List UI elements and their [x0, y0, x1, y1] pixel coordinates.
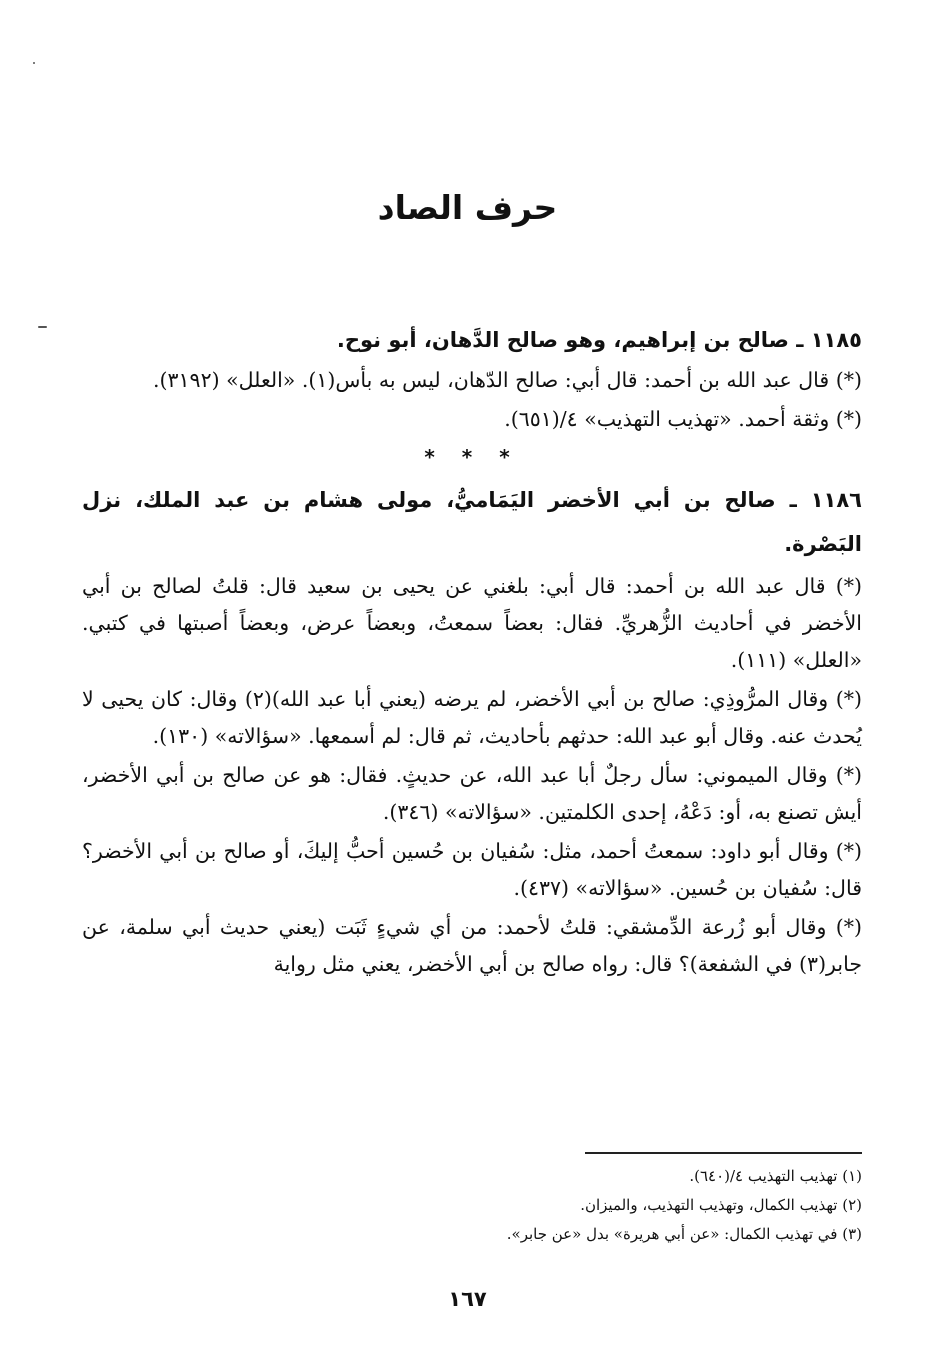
- page-number: ١٦٧: [448, 1287, 487, 1311]
- main-text: [82, 320, 862, 985]
- footnote-divider: [585, 1152, 862, 1154]
- entry-paragraph: (*) وقال أبو داود: سمعتُ أحمد، مثل: سُفيان بن حُسين أحبُّ إليكَ، أو صالح بن أبي الأخضر؟ قال: سُفيان بن حُسين. «سؤالاته» (٤٣٧).: [82, 839, 862, 900]
- entry-paragraph: (*) قال عبد الله بن أحمد: قال أبي: بلغني عن يحيى بن سعيد قال: قلتُ لصالح بن أبي الأخضر في أحاديث الزُّهريِّ. فقال: بعضاً سمعتُ، وبعضاً عرض، وبعضاً أصبتها في كتبي. «العلل» (١١١).: [82, 574, 862, 672]
- footnotes: [82, 1162, 862, 1249]
- entry-paragraph: (*) وقال أبو زُرعة الدِّمشقي: قلتُ لأحمد: من أي شيءٍ ثَبَت (يعني حديث أبي سلمة، عن جابر(٣) في الشفعة)؟ قال: رواه صالح بن أبي الأخضر، يعني مثل رواية: [82, 915, 862, 976]
- entry-paragraph: (*) وقال المرُّوذِي: صالح بن أبي الأخضر، لم يرضه (يعني أبا عبد الله)(٢) وقال: كان يحيى لا يُحدث عنه. وقال أبو عبد الله: حدثهم بأحاديث، ثم قال: لم أسمعها. «سؤالاته» (١٣٠).: [82, 687, 862, 748]
- footnote: (٣) في تهذيب الكمال: «عن أبي هريرة» بدل «عن جابر».: [506, 1225, 862, 1243]
- scan-speck: [38, 326, 47, 328]
- entry-heading: ١١٨٥ ـ صالح بن إبراهيم، وهو صالح الدَّهان، أبو نوح.: [336, 328, 862, 352]
- entry-heading: ١١٨٦ ـ صالح بن أبي الأخضر اليَمَاميُّ، مولى هشام بن عبد الملك، نزل البَصْرة.: [82, 488, 862, 556]
- section-separator: * * *: [424, 445, 520, 469]
- chapter-title: حرف الصاد: [377, 188, 558, 227]
- entry-paragraph: (*) وثقة أحمد. «تهذيب التهذيب» ٤/(٦٥١).: [504, 407, 862, 431]
- entry-paragraph: (*) وقال الميموني: سأل رجلٌ أبا عبد الله، عن حديثٍ. فقال: هو عن صالح بن أبي الأخضر، أيش تصنع به، أو: دَعْهُ، إحدى الكلمتين. «سؤالاته» (٣٤٦).: [82, 763, 862, 824]
- footnote: (٢) تهذيب الكمال، وتهذيب التهذيب، والميزان.: [580, 1196, 862, 1214]
- entry-paragraph: (*) قال عبد الله بن أحمد: قال أبي: صالح الدّهان، ليس به بأس(١). «العلل» (٣١٩٢).: [153, 368, 862, 392]
- footnote: (١) تهذيب التهذيب ٤/(٦٤٠).: [689, 1167, 862, 1185]
- scan-speck: [33, 62, 35, 64]
